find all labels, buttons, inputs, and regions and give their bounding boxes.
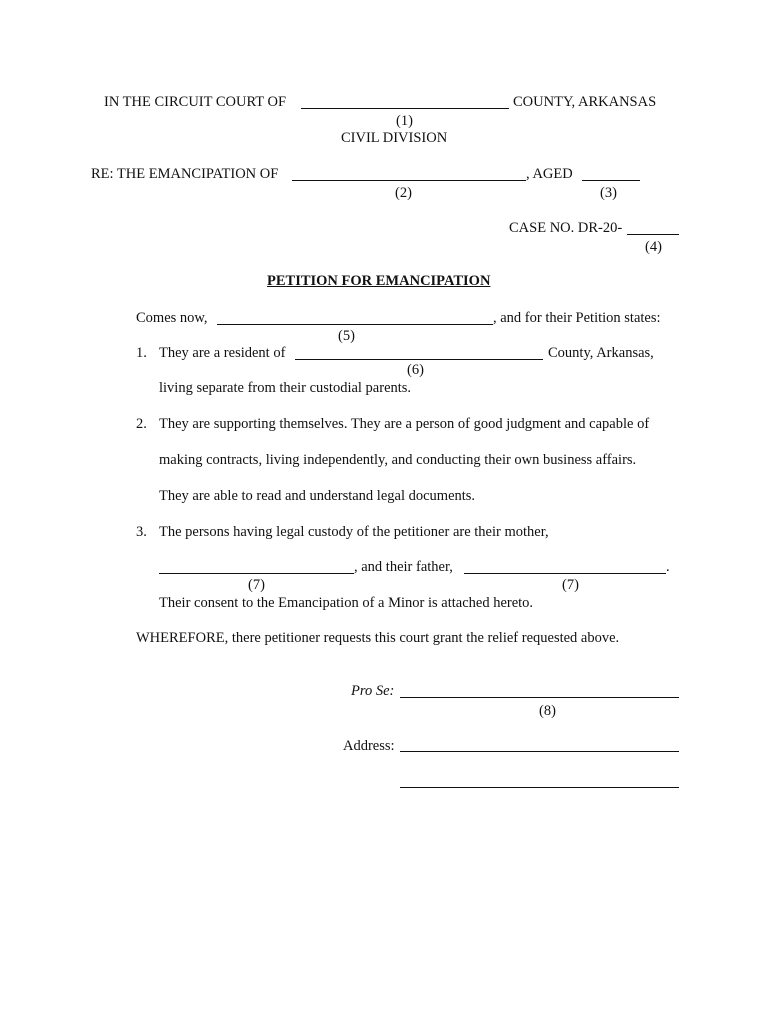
field-number-4: (4) <box>645 239 662 255</box>
father-name-blank[interactable] <box>464 573 666 574</box>
re-prefix: RE: THE EMANCIPATION OF <box>91 166 279 182</box>
item-2-line-3: They are able to read and understand legal documents. <box>159 488 476 504</box>
item-3-line-3: Their consent to the Emancipation of a Minor is attached hereto. <box>159 595 534 611</box>
minor-name-blank[interactable] <box>292 180 526 181</box>
item-1-line-2: living separate from their custodial parents. <box>159 380 412 396</box>
age-blank[interactable] <box>582 180 640 181</box>
court-suffix: COUNTY, ARKANSAS <box>513 94 657 110</box>
civil-division: CIVIL DIVISION <box>341 130 448 146</box>
pro-se-signature-blank[interactable] <box>400 697 679 698</box>
case-no-label: CASE NO. DR-20- <box>509 220 623 236</box>
mother-name-blank[interactable] <box>159 573 354 574</box>
field-number-7-father: (7) <box>562 577 579 593</box>
item-2-number: 2. <box>136 416 147 432</box>
wherefore-clause: WHEREFORE, there petitioner requests this court grant the relief requested above. <box>136 630 620 646</box>
county-blank[interactable] <box>301 108 509 109</box>
item-1-number: 1. <box>136 345 147 361</box>
item-1-suffix: County, Arkansas, <box>548 345 654 361</box>
field-number-1: (1) <box>396 113 413 129</box>
field-number-8: (8) <box>539 703 556 719</box>
item-3-end: . <box>666 559 670 575</box>
item-2-line-1: They are supporting themselves. They are a person of good judgment and capable of <box>159 416 650 432</box>
document-title: PETITION FOR EMANCIPATION <box>267 273 491 289</box>
pro-se-label: Pro Se: <box>351 683 395 699</box>
field-number-7-mother: (7) <box>248 577 265 593</box>
case-no-blank[interactable] <box>627 234 679 235</box>
item-3-number: 3. <box>136 524 147 540</box>
intro-prefix: Comes now, <box>136 310 208 326</box>
field-number-3: (3) <box>600 185 617 201</box>
petitioner-name-blank[interactable] <box>217 324 493 325</box>
address-line-2-blank[interactable] <box>400 787 679 788</box>
intro-suffix: , and for their Petition states: <box>493 310 661 326</box>
item-3-line-1: The persons having legal custody of the petitioner are their mother, <box>159 524 549 540</box>
address-label: Address: <box>343 738 395 754</box>
field-number-2: (2) <box>395 185 412 201</box>
field-number-5: (5) <box>338 328 355 344</box>
item-1-prefix: They are a resident of <box>159 345 286 361</box>
aged-label: , AGED <box>526 166 573 182</box>
field-number-6: (6) <box>407 362 424 378</box>
item-2-line-2: making contracts, living independently, and conducting their own business affairs. <box>159 452 637 468</box>
address-line-1-blank[interactable] <box>400 751 679 752</box>
item-3-mid: , and their father, <box>354 559 453 575</box>
resident-county-blank[interactable] <box>295 359 543 360</box>
court-prefix: IN THE CIRCUIT COURT OF <box>104 94 287 110</box>
